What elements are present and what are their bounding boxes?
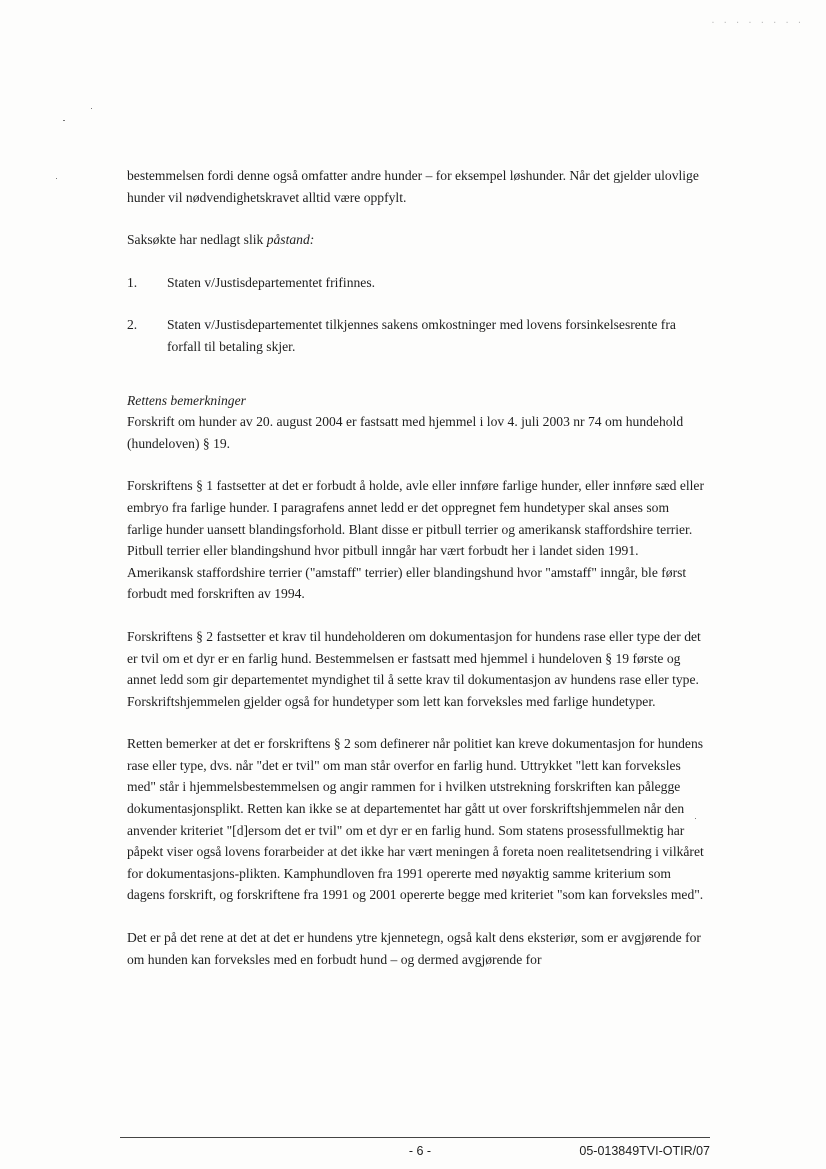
claim-intro-emphasis: påstand: (266, 232, 315, 248)
scan-dots-decoration: · · · · · · · · (711, 18, 804, 29)
paragraph: Retten bemerker at det er forskriftens § 2 som definerer når politiet kan kreve dokumentasjon for hundens rase eller type, dvs. når "det er tvil" om man står overfor en farlig hund. Uttrykket "lett kan forveksles med" står i hjemmelsbestemmelsen og angir rammen for i hvilken utstrekning forskriften kan pålegge dokumentasjonsplikt. Retten kan ikke se at departementet har gått ut over forskriftshjemmelen når den anvender kriteriet "[d]ersom det er tvil" om et dyr er en farlig hund. Som statens prosessfullmektig har påpekt viser også lovens forarbeider at det ikke har vært meningen å foreta noen realitetsendring i vilkåret for dokumentasjons-plikten. Kamphundloven fra 1991 opererte med nøyaktig samme kriterium som dagens forskrift, og forskriftene fra 1991 og 2001 opererte begge med kriteriet "som kan forveksles med". (127, 736, 704, 903)
section-heading: Rettens bemerkninger (127, 392, 246, 408)
paragraph-top: bestemmelsen fordi denne også omfatter andre hunder – for eksempel løshunder. Når det gjelder ulovlige hunder vil nødvendighetskravet alltid være oppfylt. (127, 168, 699, 205)
scan-speck (56, 178, 57, 179)
claim-intro (127, 229, 707, 251)
footer-rule (120, 1137, 710, 1138)
claim-intro-prefix: Saksøkte har nedlagt slik (127, 232, 267, 248)
document-body (127, 165, 707, 970)
claim-number: 2. (127, 317, 138, 333)
claim-item (127, 272, 707, 294)
scan-speck (91, 108, 92, 109)
case-number: 05-013849TVI-OTIR/07 (579, 1144, 710, 1158)
claim-text: Staten v/Justisdepartementet tilkjennes sakens omkostninger med lovens forsinkelsesrente fra forfall til betaling skjer. (167, 317, 676, 354)
paragraph: Forskriftens § 2 fastsetter et krav til hundeholderen om dokumentasjon for hundens rase eller type der det er tvil om et dyr er en farlig hund. Bestemmelsen er fastsatt med hjemmel i hundeloven § 19 første og annet ledd som gir departementet myndighet til å sette krav til dokumentasjon av hundens rase eller type. Forskriftshjemmelen gjelder også for hundetyper som lett kan forveksles med farlige hundetyper. (127, 628, 701, 709)
paragraph: Forskrift om hunder av 20. august 2004 er fastsatt med hjemmel i lov 4. juli 2003 nr 74 om hundehold (hundeloven) § 19. (127, 414, 684, 451)
claim-item (127, 314, 707, 357)
claim-number: 1. (127, 274, 138, 290)
claims-list (127, 272, 707, 358)
scan-speck (63, 120, 65, 121)
paragraph: Det er på det rene at det at det er hundens ytre kjennetegn, også kalt dens eksteriør, som er avgjørende for om hunden kan forveksles med en forbudt hund – og dermed avgjørende for (127, 930, 701, 967)
claim-text: Staten v/Justisdepartementet frifinnes. (167, 274, 376, 290)
page-number: - 6 - (408, 1144, 432, 1158)
paragraph: Forskriftens § 1 fastsetter at det er forbudt å holde, avle eller innføre farlige hunder, eller innføre sæd eller embryo fra farlige hunder. I paragrafens annet ledd er det oppregnet fem hundetyper skal anses som farlige hunder uansett blandingsforhold. Blant disse er pitbull terrier og amerikansk staffordshire terrier. Pitbull terrier eller blandingshund hvor pitbull inngår har vært forbudt her i landet siden 1991. Amerikansk staffordshire terrier ("amstaff" terrier) eller blandingshund hvor "amstaff" inngår, ble først forbudt med forskriften av 1994. (127, 478, 704, 602)
